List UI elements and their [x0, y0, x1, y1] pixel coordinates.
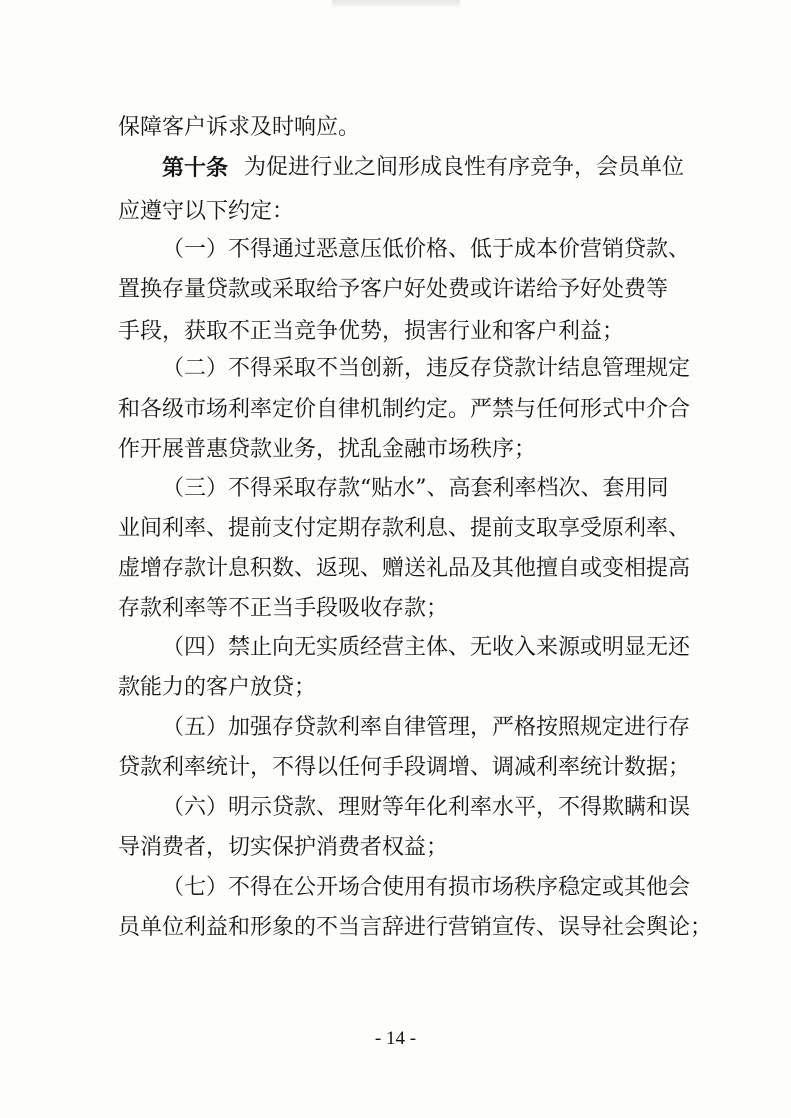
- text-line-content: 保障客户诉求及时响应。: [118, 115, 361, 140]
- text-line-content: 业间利率、提前支付定期存款利息、提前支取享受原利率、: [118, 516, 691, 541]
- text-line-content: 置换存量贷款或采取给予客户好处费或许诺给予好处费等: [118, 277, 669, 302]
- article-label: 第十条: [162, 155, 229, 181]
- text-line-content: （一）不得通过恶意压低价格、低于成本价营销贷款、: [162, 237, 691, 262]
- text-line: [0, 469, 791, 509]
- text-line-content: 和各级市场利率定价自律机制约定。严禁与任何形式中介合: [118, 397, 691, 422]
- text-line-content: 款能力的客户放贷；: [118, 675, 317, 700]
- text-line: [0, 312, 791, 352]
- text-line-content: 作开展普惠贷款业务，扰乱金融市场秩序；: [118, 437, 537, 462]
- text-line: [0, 430, 791, 470]
- text-line: [0, 828, 791, 868]
- text-line-content: 手段，获取不正当竞争优势，损害行业和客户利益；: [118, 319, 625, 344]
- text-line: [0, 108, 791, 148]
- text-line: [0, 668, 791, 708]
- text-line: [0, 192, 791, 232]
- text-line: [0, 708, 791, 748]
- text-line: [0, 270, 791, 310]
- text-line-content: （二）不得采取不当创新，违反存贷款计结息管理规定: [162, 356, 691, 381]
- text-line: [0, 788, 791, 828]
- text-line-content: （七）不得在公开场合使用有损市场秩序稳定或其他会: [162, 875, 691, 900]
- text-line: [0, 549, 791, 589]
- text-line-content: （五）加强存贷款利率自律管理，严格按照规定进行存: [162, 715, 691, 740]
- text-line: [0, 868, 791, 908]
- text-line-content: 虚增存款计息积数、返现、赠送礼品及其他擅自或变相提高: [118, 556, 691, 581]
- text-line: [0, 509, 791, 549]
- article-text: 为促进行业之间形成良性有序竞争，会员单位: [244, 155, 685, 180]
- text-line-content: 导消费者，切实保护消费者权益；: [118, 835, 449, 860]
- text-line: [0, 908, 791, 948]
- text-line-content: 贷款利率统计，不得以任何手段调增、调减利率统计数据；: [118, 755, 691, 780]
- text-line: [0, 628, 791, 668]
- text-line-content: 员单位利益和形象的不当言辞进行营销宣传、误导社会舆论；: [118, 915, 713, 940]
- text-line-content: 存款利率等不正当手段吸收存款；: [118, 596, 449, 621]
- text-line-content: （六）明示贷款、理财等年化利率水平，不得欺瞒和误: [162, 795, 691, 820]
- article-heading-line: [0, 148, 791, 188]
- page-number: - 14 -: [374, 1028, 417, 1049]
- text-line-content: （四）禁止向无实质经营主体、无收入来源或明显无还: [162, 635, 691, 660]
- text-line: [0, 589, 791, 629]
- text-line: [0, 390, 791, 430]
- text-line: [0, 748, 791, 788]
- text-line-content: 应遵守以下约定：: [118, 199, 295, 224]
- text-line: [0, 230, 791, 270]
- text-line-content: （三）不得采取存款“贴水”、高套利率档次、套用同: [162, 476, 669, 501]
- text-line: [0, 349, 791, 389]
- scan-mark: [332, 0, 460, 7]
